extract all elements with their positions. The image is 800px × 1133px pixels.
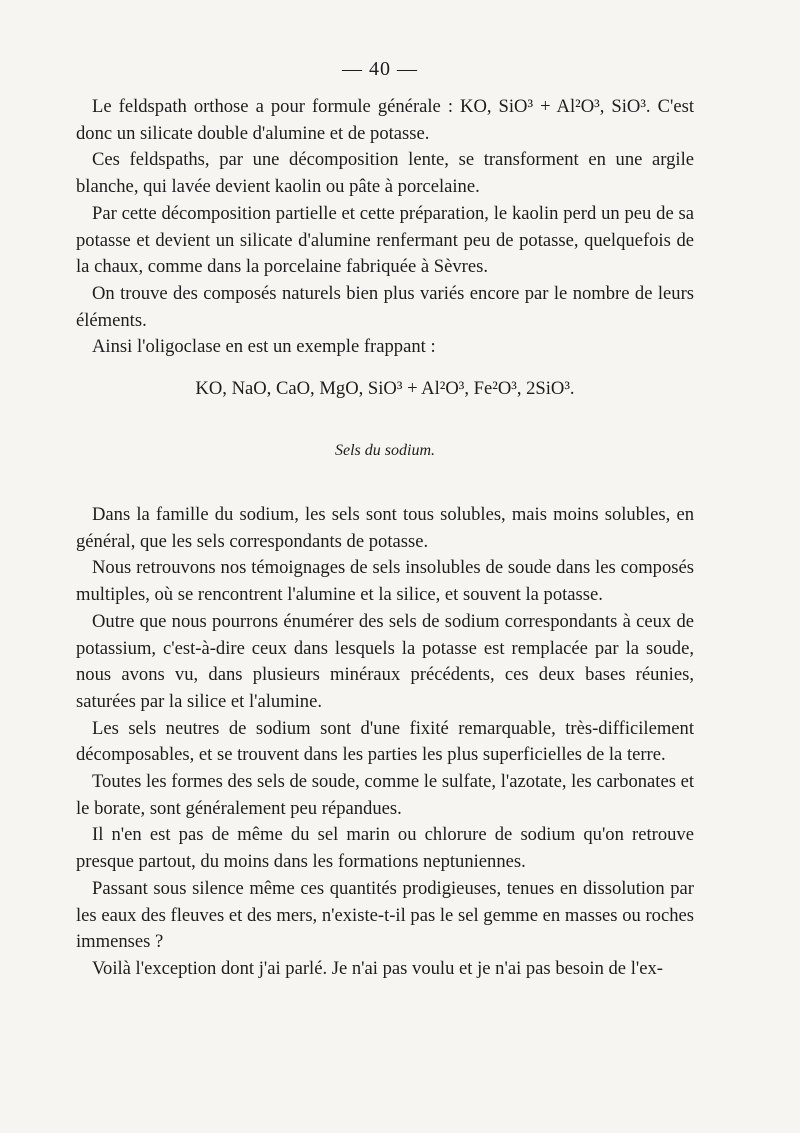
chemical-formula: KO, NaO, CaO, MgO, SiO³ + Al²O³, Fe²O³, 2SiO³.: [195, 378, 575, 400]
paragraph: Les sels neutres de sodium sont d'une fixité remarquable, très-difficilement décomposables, et se trouvent dans les parties les plus superficielles de la terre.: [76, 717, 694, 766]
page-number: — 40 —: [342, 58, 418, 80]
paragraph: Dans la famille du sodium, les sels sont tous solubles, mais moins solubles, en général, que les sels correspondants de potasse.: [76, 504, 694, 552]
paragraph: Ainsi l'oligoclase en est un exemple frappant :: [92, 336, 436, 358]
section-heading: Sels du sodium.: [335, 442, 435, 460]
paragraph: Outre que nous pourrons énumérer des sels de sodium correspondants à ceux de potassium, c'est-à-dire ceux dans lesquels la potasse est remplacée par la soude, nous avons vu, dans plusieurs minéraux précédents, ces deux bases réunies, saturées par la silice et l'alumine.: [76, 610, 694, 712]
paragraph: Il n'en est pas de même du sel marin ou chlorure de sodium qu'on retrouve presque partout, du moins dans les formations neptuniennes.: [76, 824, 694, 873]
body-text: [76, 94, 694, 983]
paragraph: Passant sous silence même ces quantités prodigieuses, tenues en dissolution par les eaux des fleuves et des mers, n'existe-t-il pas le sel gemme en masses ou roches immenses ?: [76, 877, 694, 953]
paragraph: Le feldspath orthose a pour formule générale : KO, SiO³ + Al²O³, SiO³. C'est donc un silicate double d'alumine et de potasse.: [76, 96, 694, 144]
paragraph: Nous retrouvons nos témoignages de sels insolubles de soude dans les composés multiples, où se rencontrent l'alumine et la silice, et souvent la potasse.: [76, 557, 694, 606]
paragraph: Par cette décomposition partielle et cette préparation, le kaolin perd un peu de sa potasse et devient un silicate d'alumine renfermant peu de potasse, quelquefois de la chaux, comme dans la porcelaine fabriquée à Sèvres.: [76, 202, 694, 278]
paragraph: Voilà l'exception dont j'ai parlé. Je n'ai pas voulu et je n'ai pas besoin de l'ex-: [92, 957, 663, 979]
paragraph: Toutes les formes des sels de soude, comme le sulfate, l'azotate, les carbonates et le borate, sont généralement peu répandues.: [76, 771, 695, 819]
paragraph: Ces feldspaths, par une décomposition lente, se transforment en une argile blanche, qui lavée devient kaolin ou pâte à porcelaine.: [76, 149, 694, 198]
paragraph: On trouve des composés naturels bien plus variés encore par le nombre de leurs éléments.: [76, 282, 694, 331]
